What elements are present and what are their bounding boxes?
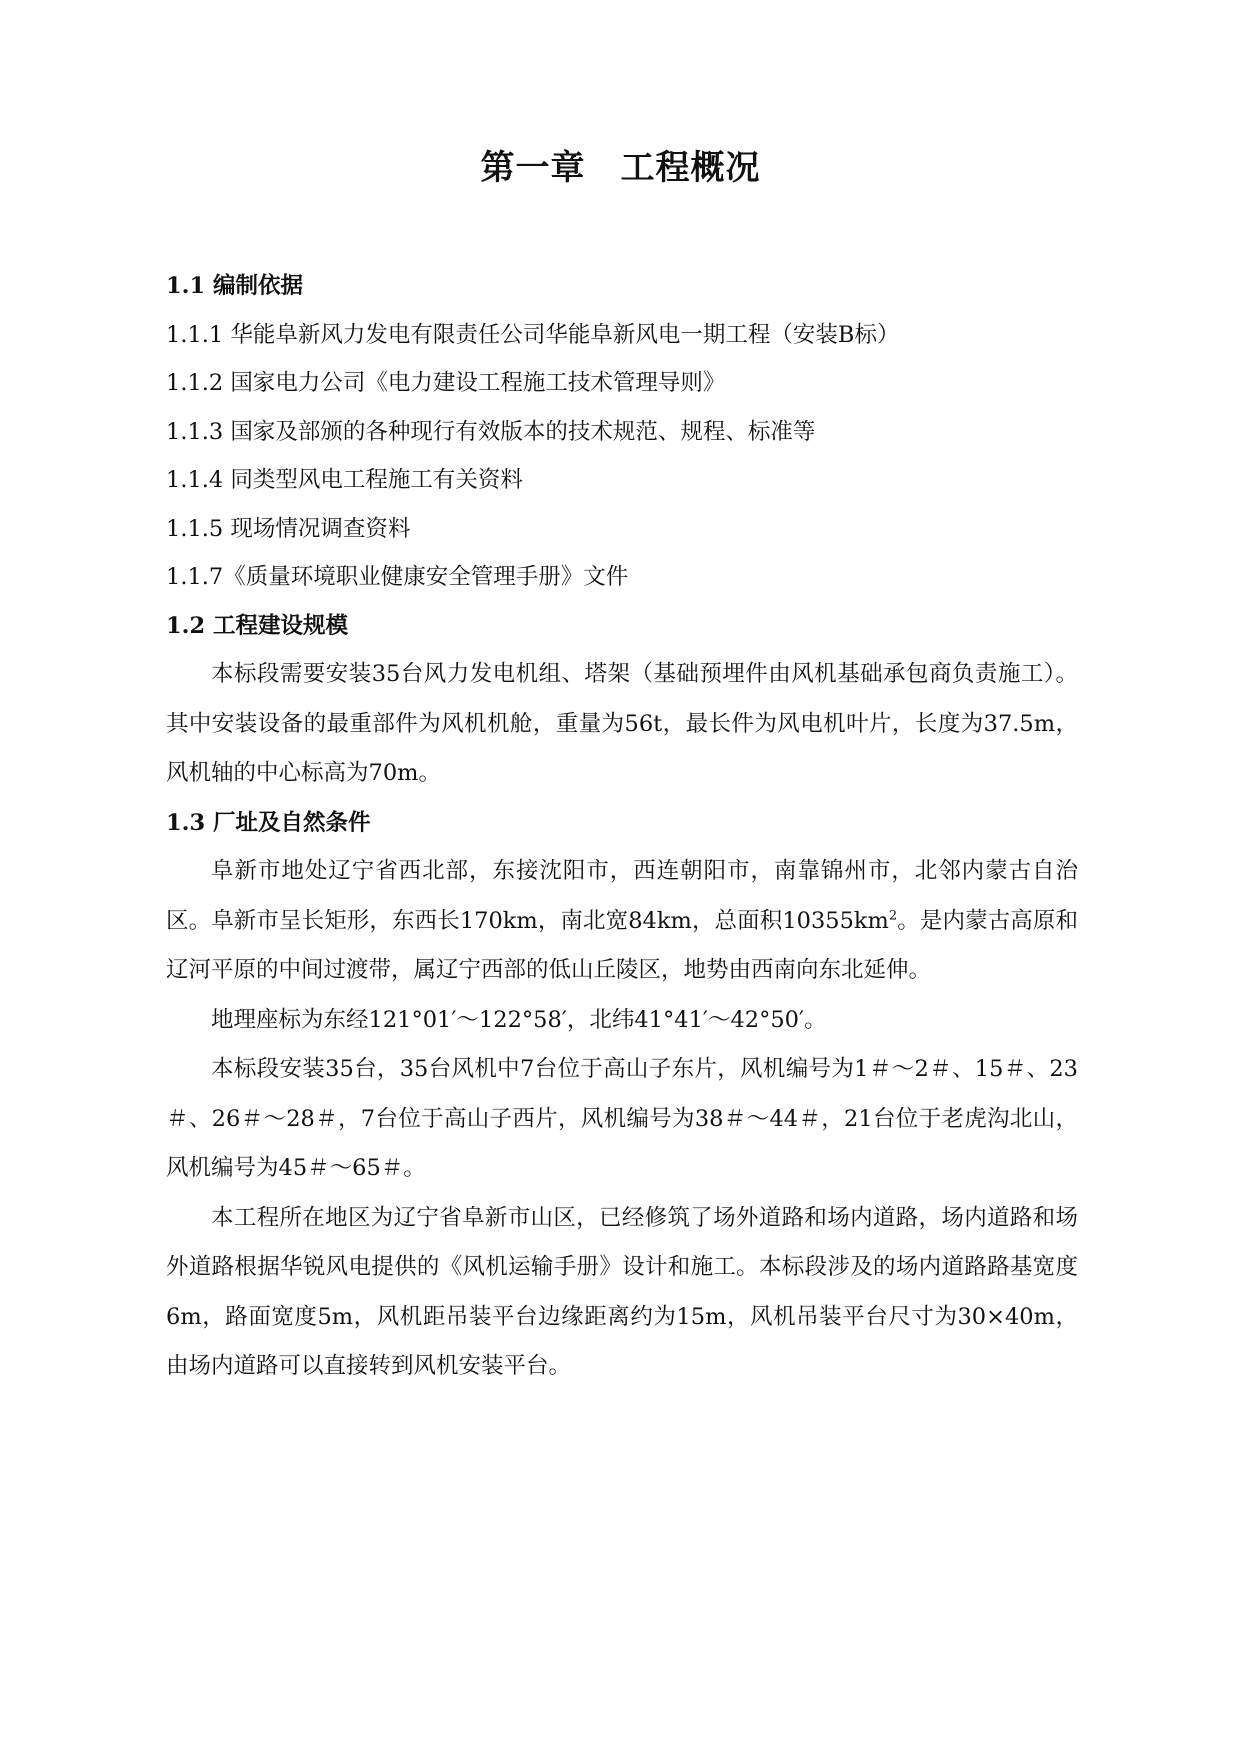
location-paragraph <box>166 847 1078 996</box>
section-heading-1-1: 1.1 编制依据 <box>166 273 303 299</box>
basis-item-7: 1.1.7《质量环境职业健康安全管理手册》文件 <box>166 564 629 590</box>
location-paragraph-text-a: 阜新市地处辽宁省西北部，东接沈阳市，西连朝阳市，南靠锦州市，北邻内蒙古自治区。阜新市呈长矩形，东西长170km，南北宽84km，总面积10355km <box>166 858 1078 934</box>
chapter-title: 第一章 工程概况 <box>480 148 761 188</box>
location-paragraph-text-b: 。是内蒙古高原和辽河平原的中间过渡带，属辽宁西部的低山丘陵区，地势由西南向东北延伸。 <box>166 907 1078 983</box>
document-body <box>166 262 1078 1392</box>
basis-item-2: 1.1.2 国家电力公司《电力建设工程施工技术管理导则》 <box>166 370 726 396</box>
basis-item-1: 1.1.1 华能阜新风力发电有限责任公司华能阜新风电一期工程（安装B标） <box>166 321 900 348</box>
turbine-distribution-paragraph: 本标段安装35台，35台风机中7台位于高山子东片，风机编号为1＃～2＃、15＃、23＃、26＃～28＃，7台位于高山子西片，风机编号为38＃～44＃，21台位于老虎沟北山，风机编号为45＃～65＃。 <box>166 1056 1078 1181</box>
coordinates-paragraph: 地理座标为东经121°01′～122°58′，北纬41°41′～42°50′。 <box>211 1006 827 1033</box>
road-conditions-paragraph: 本工程所在地区为辽宁省阜新市山区，已经修筑了场外道路和场内道路，场内道路和场外道路根据华锐风电提供的《风机运输手册》设计和施工。本标段涉及的场内道路路基宽度6m，路面宽度5m，风机距吊装平台边缘距离约为15m，风机吊装平台尺寸为30×40m，由场内道路可以直接转到风机安装平台。 <box>166 1204 1078 1379</box>
section-heading-1-3: 1.3 厂址及自然条件 <box>166 809 371 836</box>
scale-paragraph: 本标段需要安装35台风力发电机组、塔架（基础预埋件由风机基础承包商负责施工）。其中安装设备的最重部件为风机机舱，重量为56t，最长件为风电机叶片，长度为37.5m，风机轴的中心标高为70m。 <box>166 661 1078 786</box>
basis-item-5: 1.1.5 现场情况调查资料 <box>166 515 411 542</box>
basis-item-4: 1.1.4 同类型风电工程施工有关资料 <box>166 467 523 493</box>
area-unit-superscript: 2 <box>888 908 898 923</box>
section-heading-1-2: 1.2 工程建设规模 <box>166 612 348 639</box>
basis-item-3: 1.1.3 国家及部颁的各种现行有效版本的技术规范、规程、标准等 <box>166 418 816 445</box>
